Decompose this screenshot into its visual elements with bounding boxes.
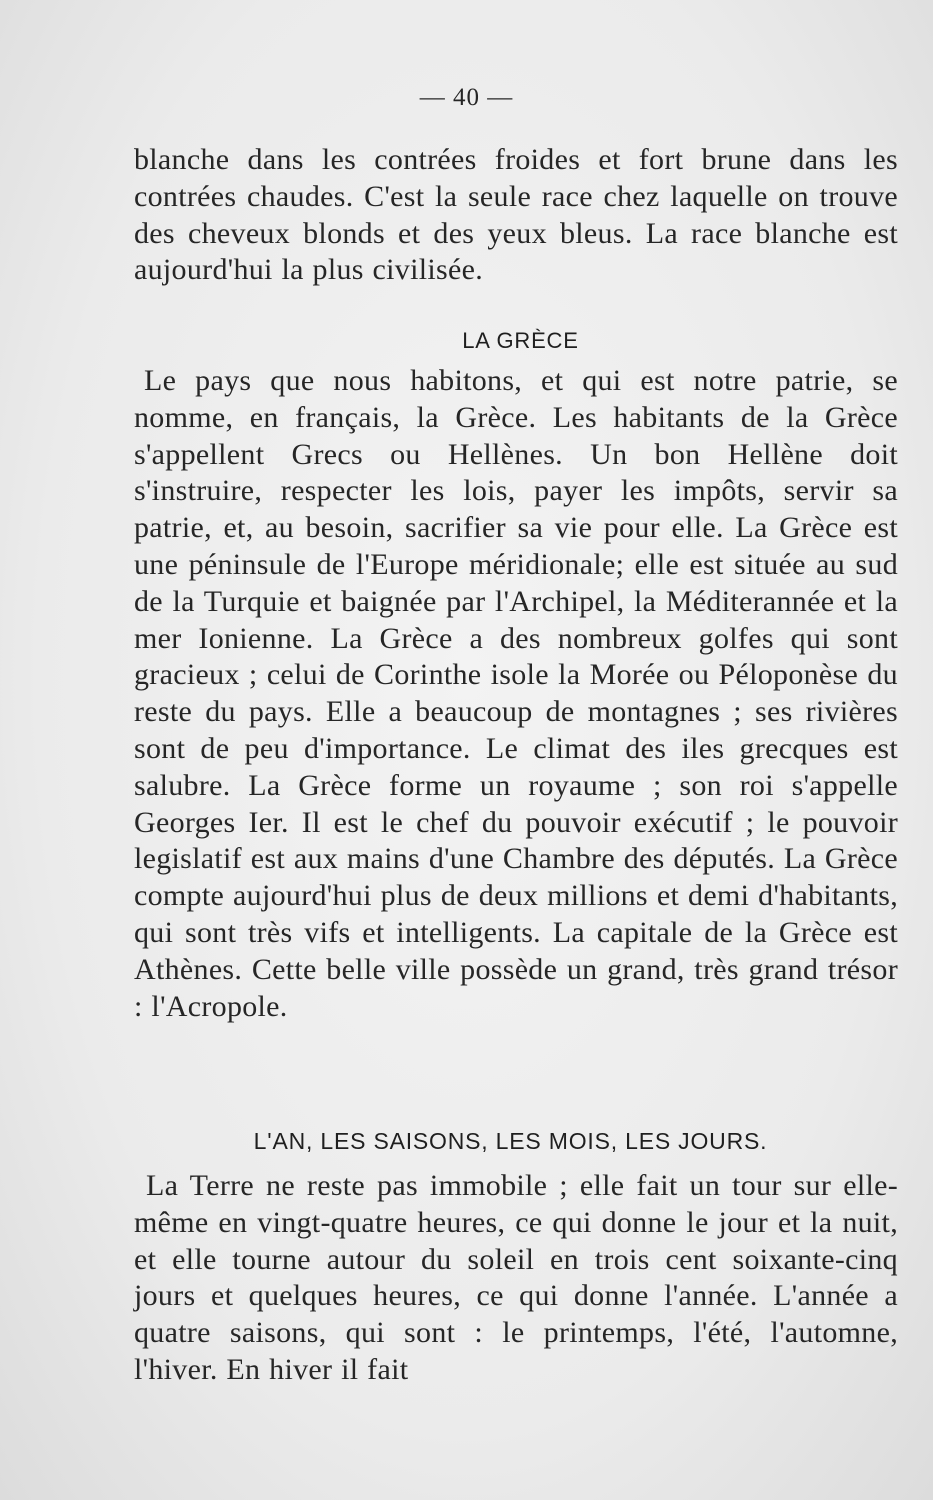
paragraph-text: blanche dans les contrées froides et fort brune dans les contrées chaudes. C'est la seule race chez laquelle on trouve des cheveux blonds et des yeux bleus. La race blanche est aujourd'hui la plus civilisée.: [134, 143, 898, 287]
section-heading-la-grece: LA GRÈCE: [462, 328, 579, 353]
section-body-l-an: [134, 1168, 898, 1389]
paragraph-continuation: [134, 142, 898, 289]
section-heading-l-an: L'AN, LES SAISONS, LES MOIS, LES JOURS.: [253, 1128, 768, 1154]
paragraph-text: Le pays que nous habitons, et qui est notre patrie, se nomme, en français, la Grèce. Les habitants de la Grèce s'appellent Grecs ou Hellènes. Un bon Hellène doit s'instruire, respecter les lois, payer les impôts, servir sa patrie, et, au besoin, sacrifier sa vie pour elle. La Grèce est une péninsule de l'Europe méridionale; elle est située au sud de la Turquie et baignée par l'Archipel, la Méditerannée et la mer Ionienne. La Grèce a des nombreux golfes qui sont gracieux ; celui de Corinthe isole la Morée ou Péloponèse du reste du pays. Elle a beaucoup de montagnes ; ses rivières sont de peu d'importance. Le climat des iles grecques est salubre. La Grèce forme un royaume ; son roi s'appelle Georges Ier. Il est le chef du pouvoir exécutif ; le pouvoir legislatif est aux mains d'une Chambre des députés. La Grèce compte aujourd'hui plus de deux millions et demi d'habitants, qui sont très vifs et intelligents. La capitale de la Grèce est Athènes. Cette belle ville possède un grand, très grand trésor : l'Acropole.: [134, 364, 898, 1023]
section-body-la-grece: [134, 363, 898, 1025]
paragraph-text: La Terre ne reste pas immobile ; elle fait un tour sur elle-même en vingt-quatre heures, ce qui donne le jour et la nuit, et elle tourne autour du soleil en trois cent soixante-cinq jours et quelques heures, ce qui donne l'année. L'année a quatre saisons, qui sont : le printemps, l'été, l'automne, l'hiver. En hiver il fait: [134, 1169, 898, 1386]
page-number: — 40 —: [419, 84, 514, 111]
